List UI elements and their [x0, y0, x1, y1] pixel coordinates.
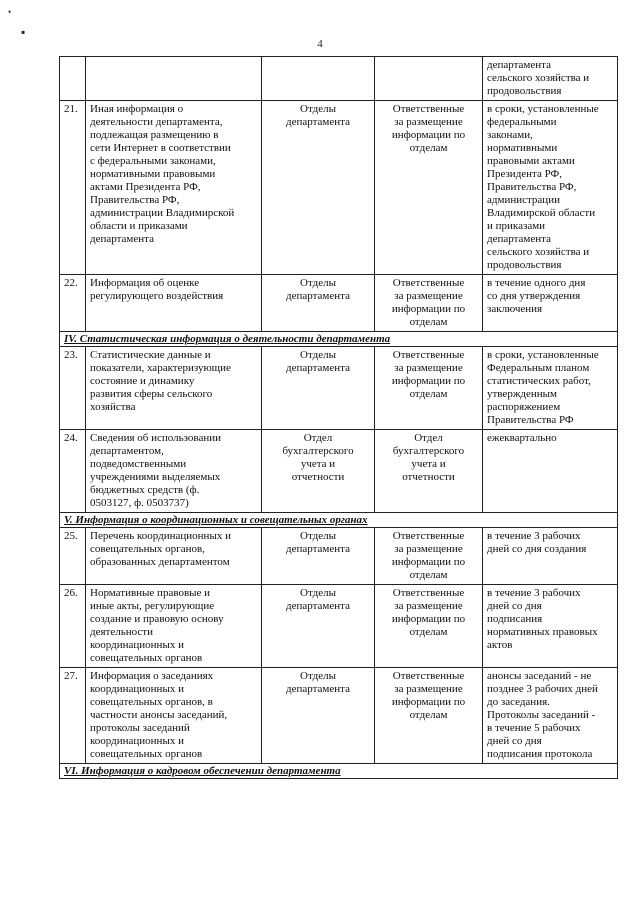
table-row-24: [60, 430, 618, 513]
responsible-cell: [262, 57, 375, 101]
deadline-cell: в течение 3 рабочих дней со дня подписания нормативных правовых актов: [483, 585, 618, 668]
info-cell: Нормативные правовые и иные акты, регулирующие создание и правовую основу деятельности координационных и совещательных органов: [86, 585, 262, 668]
responsible-cell: Отдел бухгалтерского учета и отчетности: [262, 430, 375, 513]
info-cell: Информация о заседаниях координационных и совещательных органов, в частности анонсы заседаний, протоколы заседаний координационных и совещательных органов: [86, 668, 262, 764]
info-cell: Иная информация о деятельности департамента, подлежащая размещению в сети Интернет в соответствии с федеральными законами, нормативными правовыми актами Президента РФ, Правительства РФ, администрации Владимирской области и приказами департамента: [86, 101, 262, 275]
info-cell: Информация об оценке регулирующего воздействия: [86, 275, 262, 332]
section-title: V. Информация о координационных и совещательных органах: [60, 513, 618, 528]
row-number-cell: 27.: [60, 668, 86, 764]
row-number-cell: 25.: [60, 528, 86, 585]
corner-dash-mark: ▪: [21, 25, 26, 39]
responsible-cell: Отделы департамента: [262, 347, 375, 430]
info-cell: Статистические данные и показатели, характеризующие состояние и динамику развития сферы сельского хозяйства: [86, 347, 262, 430]
deadline-cell: ежеквартально: [483, 430, 618, 513]
row-number-cell: 24.: [60, 430, 86, 513]
section-title: VI. Информация о кадровом обеспечении департамента: [60, 764, 618, 779]
placement-cell: Ответственные за размещение информации по отделам: [375, 668, 483, 764]
table-row-21: [60, 101, 618, 275]
deadline-cell: в течение 3 рабочих дней со дня создания: [483, 528, 618, 585]
responsible-cell: Отделы департамента: [262, 528, 375, 585]
responsible-cell: Отделы департамента: [262, 275, 375, 332]
section-title: IV. Статистическая информация о деятельности департамента: [60, 332, 618, 347]
table-row-26: [60, 585, 618, 668]
responsible-cell: Отделы департамента: [262, 101, 375, 275]
table-row-22: [60, 275, 618, 332]
table-row-25: [60, 528, 618, 585]
section-heading-vi: [60, 764, 618, 779]
placement-cell: Отдел бухгалтерского учета и отчетности: [375, 430, 483, 513]
table-row-continuation: [60, 57, 618, 101]
corner-dot-mark: •: [8, 7, 12, 17]
responsible-cell: Отделы департамента: [262, 585, 375, 668]
row-number-cell: 22.: [60, 275, 86, 332]
placement-cell: Ответственные за размещение информации по отделам: [375, 101, 483, 275]
section-heading-iv: [60, 332, 618, 347]
row-number-cell: 21.: [60, 101, 86, 275]
placement-cell: [375, 57, 483, 101]
table-row-23: [60, 347, 618, 430]
deadline-cell: анонсы заседаний - не позднее 3 рабочих дней до заседания. Протоколы заседаний - в течение 5 рабочих дней со дня подписания протокола: [483, 668, 618, 764]
deadline-cell: департамента сельского хозяйства и продовольствия: [483, 57, 618, 101]
placement-cell: Ответственные за размещение информации по отделам: [375, 528, 483, 585]
placement-cell: Ответственные за размещение информации по отделам: [375, 585, 483, 668]
row-number-cell: 26.: [60, 585, 86, 668]
deadline-cell: в течение одного дня со дня утверждения заключения: [483, 275, 618, 332]
row-number-cell: [60, 57, 86, 101]
table-row-27: [60, 668, 618, 764]
info-cell: Перечень координационных и совещательных органов, образованных департаментом: [86, 528, 262, 585]
deadline-cell: в сроки, установленные федеральными законами, нормативными правовыми актами Президента РФ, Правительства РФ, администрации Владимирской области и приказами департамента сельского хозяйства и продовольствия: [483, 101, 618, 275]
deadline-cell: в сроки, установленные Федеральным планом статистических работ, утвержденным распоряжением Правительства РФ: [483, 347, 618, 430]
info-cell: Сведения об использовании департаментом, подведомственными учреждениями выделяемых бюджетных средств (ф. 0503127, ф. 0503737): [86, 430, 262, 513]
section-heading-v: [60, 513, 618, 528]
placement-cell: Ответственные за размещение информации по отделам: [375, 275, 483, 332]
row-number-cell: 23.: [60, 347, 86, 430]
info-cell: [86, 57, 262, 101]
placement-cell: Ответственные за размещение информации по отделам: [375, 347, 483, 430]
page-number: 4: [317, 38, 323, 50]
responsible-cell: Отделы департамента: [262, 668, 375, 764]
information-table: [59, 56, 618, 779]
